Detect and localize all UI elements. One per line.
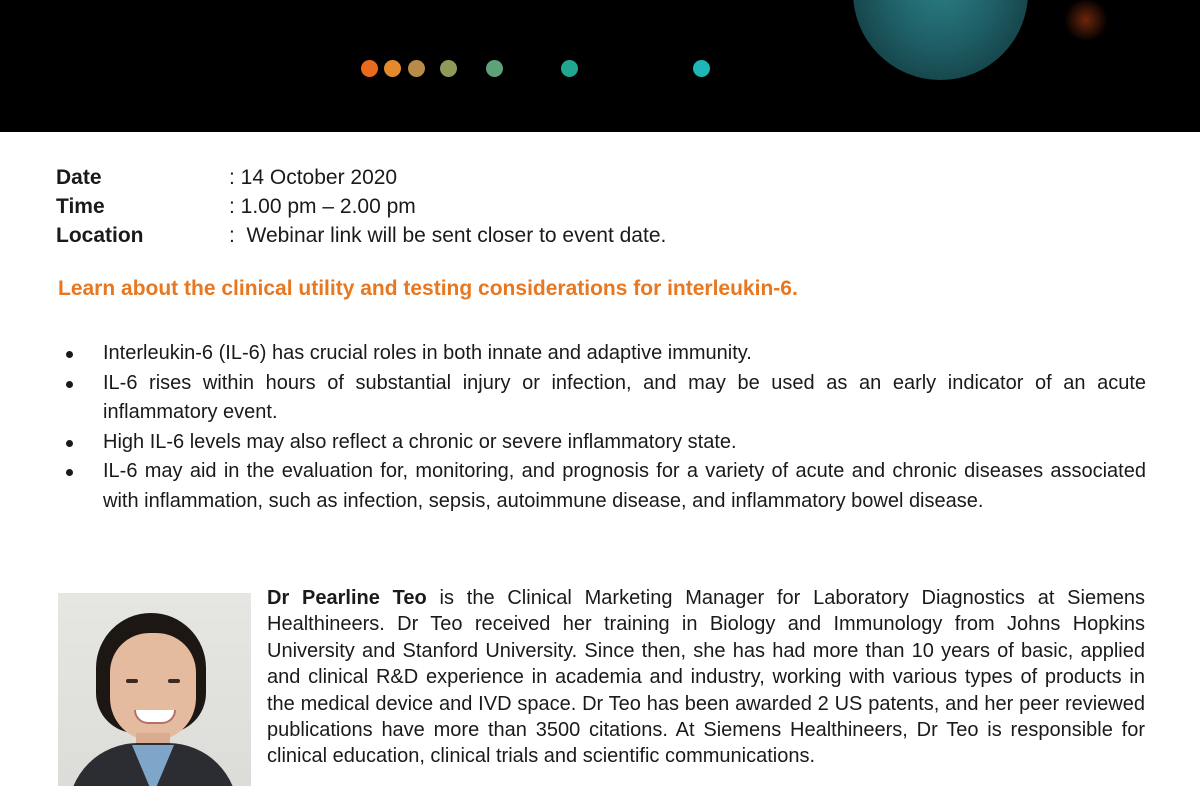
dot-1	[361, 60, 378, 77]
dot-4	[440, 60, 457, 77]
list-item	[62, 428, 1146, 458]
bullet-text: High IL-6 levels may also reflect a chronic or severe inflammatory state.	[103, 430, 737, 453]
bullet-icon	[66, 469, 73, 476]
date-value: : 14 October 2020	[229, 166, 398, 189]
location-label: Location	[56, 224, 144, 247]
list-item	[62, 339, 1146, 369]
bullet-icon	[66, 351, 73, 358]
key-points-list	[62, 339, 1146, 516]
date-label: Date	[56, 166, 102, 189]
photo-right-eye	[168, 679, 180, 683]
time-value: : 1.00 pm – 2.00 pm	[229, 195, 416, 218]
dot-6	[561, 60, 578, 77]
bullet-icon	[66, 440, 73, 447]
list-item	[62, 457, 1146, 516]
dot-2	[384, 60, 401, 77]
list-item	[62, 369, 1146, 428]
photo-face	[110, 633, 196, 741]
banner-glow-image	[1062, 0, 1110, 40]
dot-5	[486, 60, 503, 77]
bullet-text: IL-6 may aid in the evaluation for, monitoring, and prognosis for a variety of acute and chronic diseases associated with inflammation, such as infection, sepsis, autoimmune disease, and inflammatory bowel disease.	[103, 460, 1146, 512]
bullet-text: Interleukin-6 (IL-6) has crucial roles in both innate and adaptive immunity.	[103, 342, 752, 364]
dot-7	[693, 60, 710, 77]
bullet-icon	[66, 381, 73, 388]
speaker-bio-text: is the Clinical Marketing Manager for Laboratory Diagnostics at Siemens Healthineers. Dr Teo received her training in Biology and Immunology from Johns Hopkins University and Stanford University. Since then, she has had more than 10 years of basic, applied and clinical R&D experience in academia and industry, working with various types of products in the medical device and IVD space. Dr Teo has been awarded 2 US patents, and her peer reviewed publications have more than 3500 citations. At Siemens Healthineers, Dr Teo is responsible for clinical education, clinical trials and scientific communications.	[267, 587, 1145, 768]
time-label: Time	[56, 195, 105, 218]
photo-left-eye	[126, 679, 138, 683]
speaker-bio	[267, 585, 1145, 770]
location-value: : Webinar link will be sent closer to event date.	[229, 224, 667, 247]
banner-figure-image	[853, 0, 1028, 80]
bullet-text: IL-6 rises within hours of substantial injury or infection, and may be used as an early indicator of an acute inflammatory event.	[103, 371, 1146, 423]
headline: Learn about the clinical utility and testing considerations for interleukin-6.	[58, 277, 798, 300]
speaker-photo	[58, 593, 251, 786]
header-banner	[0, 0, 1200, 132]
dot-3	[408, 60, 425, 77]
speaker-name: Dr Pearline Teo	[267, 587, 427, 609]
